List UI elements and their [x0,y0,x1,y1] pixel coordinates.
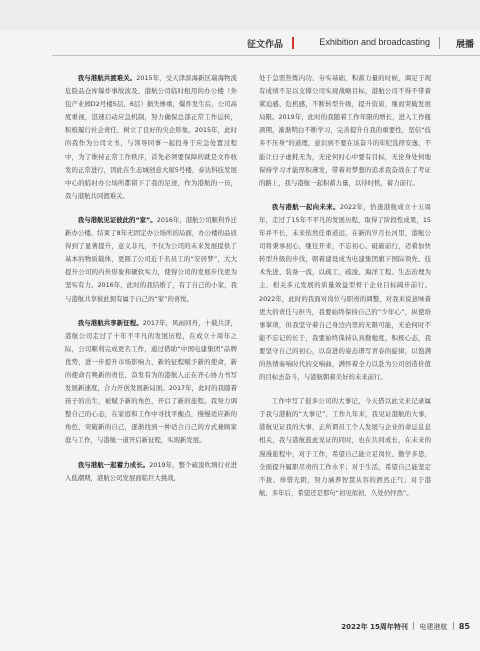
top-band [0,0,480,30]
paragraph [259,201,431,384]
paragraph-lead: 我与港航见证彼此的“家”。 [77,215,157,224]
page-number: 85 [458,622,470,631]
header-rule [52,55,480,56]
paragraph-text: 2015年，受天津滨海新区瑞海物流危险品仓库爆炸事故波及，港航公司临时租用的办公楼（外包产业园D2号楼5层、6层）损失惨重，爆炸发生后，公司高度重视，迅速启动应急机制，努力确保总部正常工作运转，积极履行社会责任，树立了良好的央企形象。2015年，此时的我作为公司文书，与领导同事一起投身于应急处置过程中，为了维持正常工作秩序，首先必须要保障的就是文件收发的正常进行，因此在生态城创意大厦5号楼，泰达科技发展中心的临时办公场所都留下了我的足迹，作为港航的一员，我与港航共同渡难关。 [65,74,238,200]
paragraph-text: 2017年，风雨同舟，十载共济，港航公司走过了十年不平凡的发展历程，在成立十周年之际，公司顺利完成更名工作，通过借助“中国电建集团”品牌优势，进一步提升市场影响力，新的征程赋予新的使命，新的使命召唤新的责任，奋发有为的港航人正在齐心协力书写发展新速度，合力开创发展新局面。2017年，此时的我随着孩子的出生，被赋予新的角色，开启了新的旅程。我努力调整自己的心态，在家庭和工作中寻找平衡点，慢慢适应新的角色，突破新的自己，逐渐找到一种适合自己的方式兼顾家庭与工作，与港航一道开启新征程，实现新发展。 [65,318,238,445]
left-column [65,72,237,496]
footer-divider [453,622,454,630]
paragraph [65,214,237,306]
paragraph-text: 处于急需焦炼内功、夯实基础、积蓄力量的时候，调足于现有成绩不足以支撑公司实现战略目标，港航公司不得不带着紧迫感、危机感，不断转型升级，提升资质，继而突破发展局限。2019年，此时的我随着工作年限的增长，进入工作瓶颈期，渐渐明白不断学习，完善提升自我的重要性，坚信“技多不压身”的道理，意识到不要在该奋斗的年纪选择安逸，不能让日子虚耗无为，无论何时心中要有目标，无论身处何地保持学习才能厚积薄发，带着对梦想的追求我奋战在了考证的路上，我与港航一起积蓄力量，以待时机，蓄力前行。 [259,74,431,187]
paragraph-text: 工作中写了很多公司的大事记，今天借以此文来记录属于我与港航的“大事记”，工作九年来，我见证港航的大事，港航见证我的大事，正所谓员工个人发展与企业的命运息息相关，我与港航鼓此见证的同时，也在共同成长，在未来的漫漫旅程中，对于工作，希望自己能立足岗位、勤学多思，全面提升履职尽责的工作水平；对于生活，希望自己能坚定不拔、珍惜光阴，努力涵养智慧从容的洒然正气；对于港航，多年后，希望还是那句“初见似初，久处仍怦然”。 [259,397,431,497]
right-column [259,72,431,511]
page-footer [341,622,470,634]
paragraph-lead: 我与港航共享新征程。 [77,318,143,327]
paragraph [259,72,431,190]
section-header [0,37,480,51]
paragraph [259,395,431,500]
paragraph-lead: 我与港航一起蓄力成长。 [77,460,150,469]
section-title-cn: 征文作品 [246,40,283,50]
section-title-en: Exhibition and broadcasting [319,37,430,47]
footer-issue: 2022年 15周年特刊 [341,623,408,631]
section-divider [439,37,440,49]
paragraph [65,317,237,448]
paragraph-text: 2022年，恰逢港航成立十五周年，走过了15年不平凡的发展历程，取得了阶段性成果，15年并不长，未来依然任重道远，在新的岁月长河里，港航公司将秉承初心，继往开来，不忘初心、砥砺前行，迈着加快转型升级的步伐，朝着建设成为电建集团旗下国际领先、技术先进、装备一流，以疏工、疏浚、海洋工程、生态治理为主，相关多元发展的质量效益型骨干企业目标阔步前行。2022年，此时的我面对岗位与职责的调整，对我来说意味着更大的责任与担当，我要始终保持自己的“少年心”，纵使培事掌琐，但我坚守着自己身边内里的无限可能，无论何时不能不忘记的长于，我要始终保持认真勤勉度，积极心态，我要坚守自己的初心，以奋进的姿态谱写青春的旋律，以饱满的热情奏响时代的交响曲，满怀着全力以赴为公司创造价值的目标去奋斗，与港航朝着美好的未来前行。 [259,202,432,382]
paragraph [65,459,237,485]
section-accent-bar [292,37,294,49]
paragraph-text: 2016年，港航公司顺利乔迁新办公楼，结束了8年无固定办公场所的局面，办公楼的品质得到了显著提升，意义非凡，不仅为公司的未来发展提供了基本的物质载体，更圆了公司近千名员工的“安居梦”，大大提升公司的内外形象和硬软实力，使得公司的发展步伐更为坚实有力。2016年，此时的我结婚了，有了自己的小家，我与港航共享彼此拥有属于自己的“家”的喜悦。 [65,215,237,303]
section-tag: 展播 [455,40,474,50]
paragraph [65,72,237,203]
footer-journal: 电建港航 [419,623,448,631]
paragraph-lead: 我与港航共渡难关。 [77,74,137,82]
footer-divider [413,622,414,630]
paragraph-lead: 我与港航一起向未来。 [271,202,340,211]
paragraph-text: 2019年，整个疏浚吹填行业进入低潮期，港航公司发展面临巨大挑战， [65,460,237,482]
